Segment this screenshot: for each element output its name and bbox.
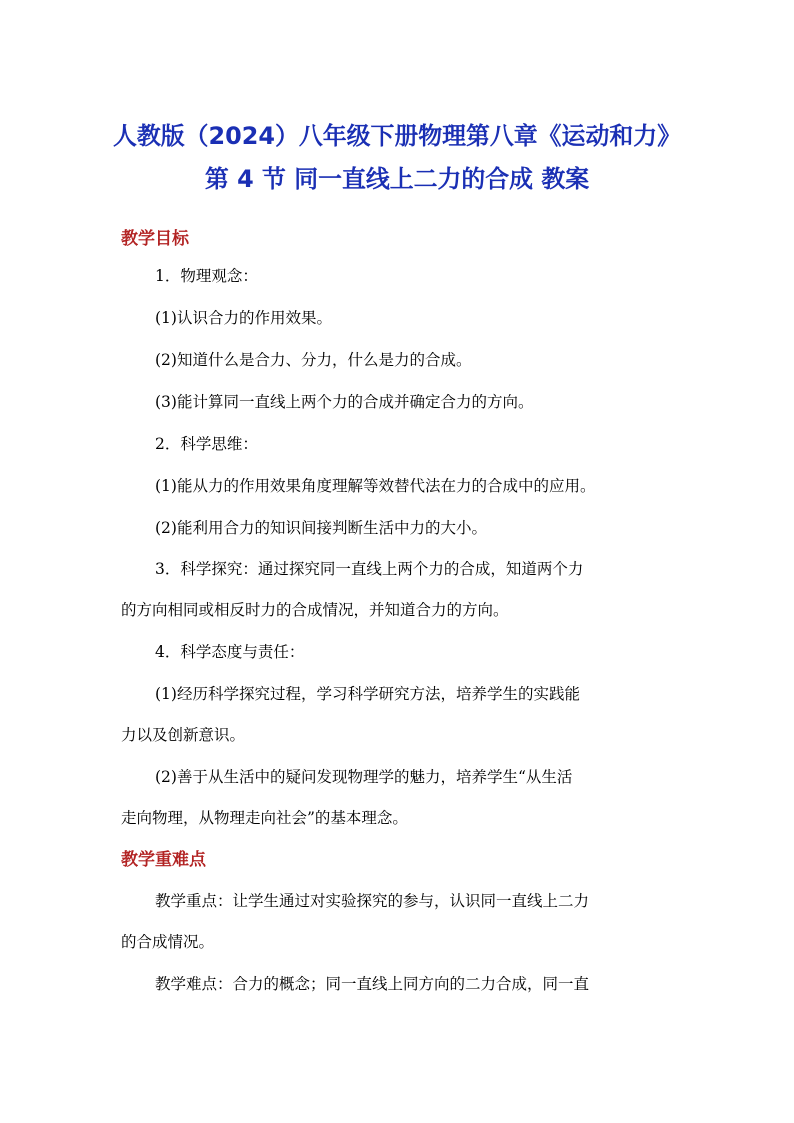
paragraph-line: 4．科学态度与责任： [155, 643, 305, 661]
paragraph-line: (2)能利用合力的知识间接判断生活中力的大小。 [155, 519, 487, 537]
document-title-line-2: 第 4 节 同一直线上二力的合成 教案 [204, 165, 590, 193]
paragraph-line: 3．科学探究：通过探究同一直线上两个力的合成，知道两个力 [155, 560, 584, 578]
paragraph-line: 1．物理观念： [155, 267, 258, 285]
document-title-line-1: 人教版（2024）八年级下册物理第八章《运动和力》 [113, 122, 681, 150]
paragraph-line: (3)能计算同一直线上两个力的合成并确定合力的方向。 [155, 393, 534, 411]
paragraph-line: 力以及创新意识。 [121, 726, 246, 744]
paragraph-line: (1)能从力的作用效果角度理解等效替代法在力的合成中的应用。 [155, 477, 596, 495]
section-heading-teaching-objectives: 教学目标 [121, 229, 189, 249]
paragraph-line: 教学难点：合力的概念；同一直线上同方向的二力合成，同一直 [155, 975, 590, 993]
paragraph-line: 2．科学思维： [155, 435, 258, 453]
section-heading-key-difficult-points: 教学重难点 [121, 850, 206, 870]
paragraph-line: (2)知道什么是合力、分力，什么是力的合成。 [155, 351, 472, 369]
paragraph-line: 的方向相同或相反时力的合成情况，并知道合力的方向。 [121, 601, 509, 619]
paragraph-line: 走向物理，从物理走向社会”的基本理念。 [121, 809, 408, 827]
paragraph-line: (1)经历科学探究过程，学习科学研究方法，培养学生的实践能 [155, 685, 580, 703]
paragraph-line: (2)善于从生活中的疑问发现物理学的魅力，培养学生“从生活 [155, 768, 573, 786]
paragraph-line: (1)认识合力的作用效果。 [155, 309, 332, 327]
paragraph-line: 的合成情况。 [121, 933, 215, 951]
paragraph-line: 教学重点：让学生通过对实验探究的参与，认识同一直线上二力 [155, 892, 590, 910]
